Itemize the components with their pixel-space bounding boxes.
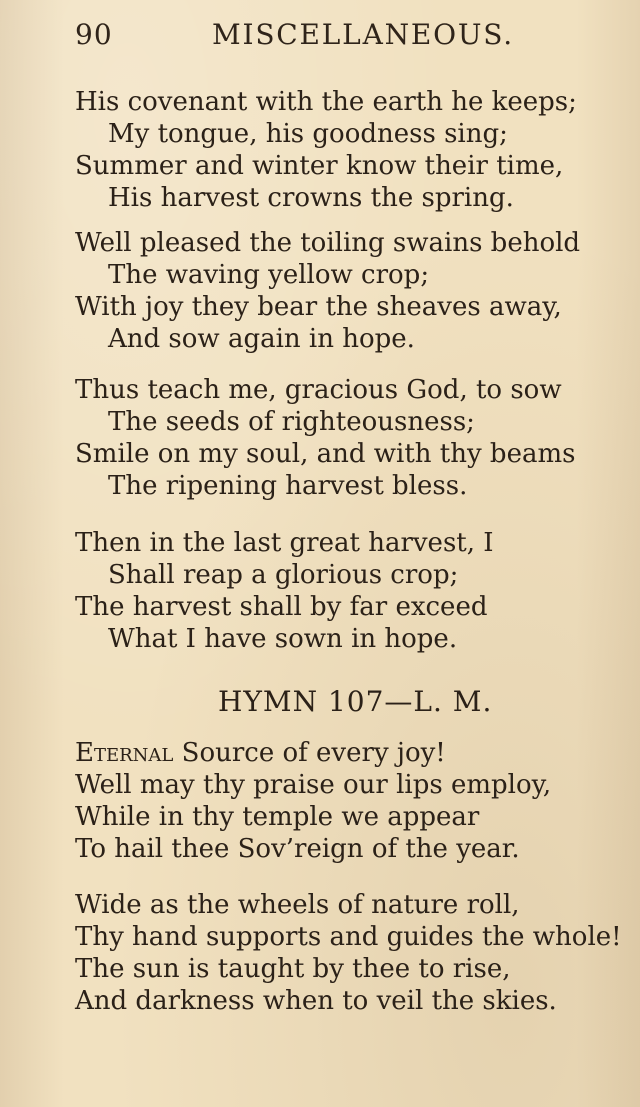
verse-line: The sun is taught by thee to rise, (75, 954, 511, 984)
stanza-2 (75, 227, 635, 355)
verse-line: My tongue, his goodness sing; (108, 119, 508, 149)
verse-line: Shall reap a glorious crop; (108, 560, 459, 590)
verse-line: The seeds of righteousness; (108, 407, 475, 437)
verse-line: And sow again in hope. (108, 324, 415, 354)
verse-line: With joy they bear the sheaves away, (75, 292, 562, 322)
verse-line: Wide as the wheels of nature roll, (75, 890, 520, 920)
verse-line: Well pleased the toiling swains behold (75, 228, 581, 258)
page-header (75, 18, 515, 62)
first-line-rest: Source of every joy! (173, 738, 446, 768)
verse-line: And darkness when to veil the skies. (75, 986, 557, 1016)
verse-line: Then in the last great harvest, I (75, 528, 494, 558)
hymn-title: HYMN 107—L. M. (218, 685, 493, 718)
verse-line: Thy hand supports and guides the whole! (75, 922, 622, 952)
verse-line: His harvest crowns the spring. (108, 183, 514, 213)
verse-line: The ripening harvest bless. (108, 471, 468, 501)
verse-line: The waving yellow crop; (108, 260, 430, 290)
hymn-stanza-1 (75, 737, 635, 865)
hymn-stanza-2 (75, 889, 635, 1017)
stanza-3 (75, 374, 635, 502)
verse-line (75, 737, 635, 769)
stanza-1 (75, 86, 635, 214)
verse-line: What I have sown in hope. (108, 624, 458, 654)
stanza-4 (75, 527, 635, 655)
verse-line: While in thy temple we appear (75, 802, 480, 832)
verse-line: The harvest shall by far exceed (75, 592, 488, 622)
verse-line: Well may thy praise our lips employ, (75, 770, 552, 800)
running-head: MISCELLANEOUS. (212, 18, 514, 51)
verse-line: To hail thee Sov’reign of the year. (75, 834, 520, 864)
verse-line: Thus teach me, gracious God, to sow (75, 375, 562, 405)
first-word: Eternal (75, 738, 174, 768)
verse-line: Smile on my soul, and with thy beams (75, 439, 576, 469)
verse-line: Summer and winter know their time, (75, 151, 564, 181)
page-number: 90 (75, 18, 113, 51)
verse-line: His covenant with the earth he keeps; (75, 87, 577, 117)
